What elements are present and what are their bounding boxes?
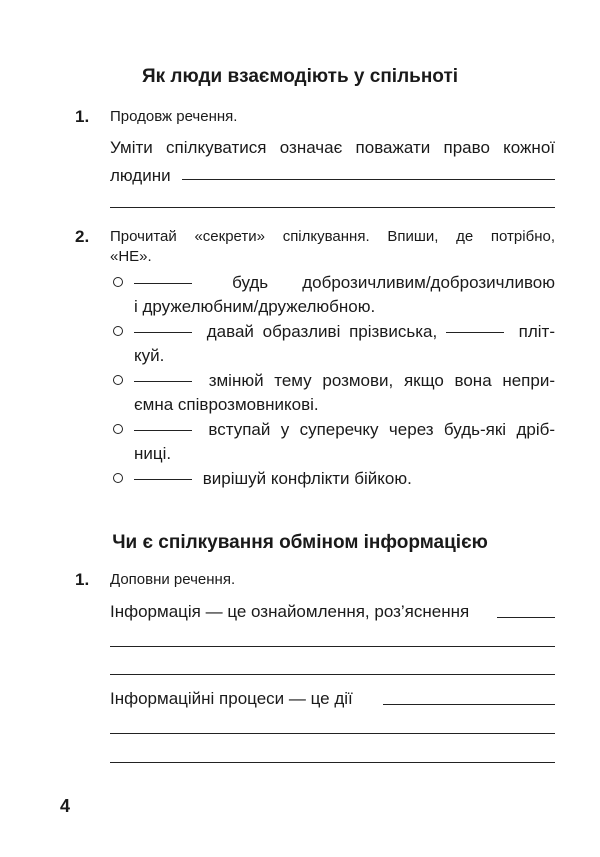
item-text: ємна співрозмовникові.	[134, 395, 319, 414]
item-text: пліт-	[518, 322, 556, 341]
list-item	[134, 271, 555, 319]
task-number: 2.	[75, 227, 90, 246]
answer-line[interactable]	[497, 617, 555, 618]
answer-blank[interactable]	[134, 479, 192, 480]
bullet-icon	[113, 424, 123, 434]
sentence-text: Інформаційні процеси — це дії	[110, 689, 353, 708]
bullet-icon	[113, 277, 123, 287]
answer-blank[interactable]	[134, 430, 192, 431]
answer-blank[interactable]	[134, 381, 192, 382]
answer-line[interactable]	[110, 733, 555, 734]
item-text: вступай у суперечку через будь-які дріб-	[208, 420, 555, 439]
answer-line[interactable]	[110, 646, 555, 647]
bullet-icon	[113, 473, 123, 483]
answer-line[interactable]	[110, 674, 555, 675]
task-number: 1.	[75, 107, 90, 126]
item-text: змінюй тему розмови, якщо вона непри-	[208, 371, 555, 390]
answer-line[interactable]	[110, 762, 555, 763]
task-instruction	[110, 227, 555, 267]
answer-line[interactable]	[110, 207, 555, 208]
page-number: 4	[60, 796, 71, 816]
instruction-line: Прочитай «секрети» спілкування. Впиши, де потрібно,	[110, 228, 555, 245]
section-title: Як люди взаємодіють у спільноті	[141, 66, 459, 87]
list-item	[134, 467, 555, 491]
bullet-icon	[113, 375, 123, 385]
item-text: і дружелюбним/дружелюбною.	[134, 297, 376, 316]
answer-blank[interactable]	[134, 283, 192, 284]
sentence-line: Уміти спілкуватися означає поважати право кожної	[110, 138, 555, 157]
list-item	[134, 418, 555, 466]
answer-line[interactable]	[383, 704, 555, 705]
answer-blank[interactable]	[134, 332, 192, 333]
sentence-text: людини	[110, 166, 171, 185]
item-text: ниці.	[134, 444, 172, 463]
item-text: давай образливі прізвиська,	[206, 322, 438, 341]
list-item	[134, 320, 555, 368]
task-instruction: Продовж речення.	[110, 108, 238, 125]
item-text: куй.	[134, 346, 165, 365]
task-number: 1.	[75, 570, 90, 589]
answer-line[interactable]	[182, 179, 555, 180]
item-text: вирішуй конфлікти бійкою.	[202, 469, 412, 488]
section-title: Чи є спілкування обміном інформацією	[112, 532, 488, 553]
sentence-text: Інформація — це ознайомлення, роз’яснення	[110, 602, 470, 621]
item-text: будь доброзичливим/доброзичливою	[232, 273, 555, 292]
sentence-text	[110, 138, 555, 158]
bullet-icon	[113, 326, 123, 336]
list-item	[134, 369, 555, 417]
instruction-line: «НЕ».	[110, 248, 152, 265]
answer-blank[interactable]	[446, 332, 504, 333]
task-instruction: Доповни речення.	[110, 571, 236, 588]
